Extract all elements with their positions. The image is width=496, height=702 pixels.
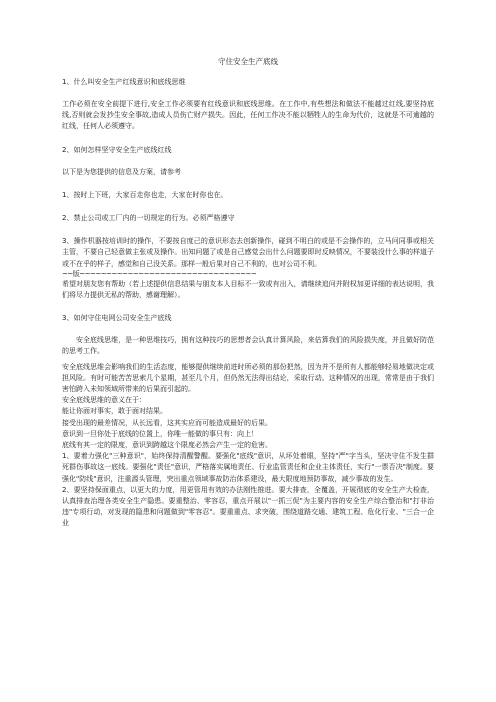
- paragraph: 希望对朋友您有帮助（若上述提供信息结果与朋友本人目标不一致或有出入，请继续追问并附权加更详细的表达说明，我们将尽力提供无私的帮助，感谢理解）。: [62, 279, 434, 300]
- paragraph: 3、操作机器按培训时的操作，不要按自度己的意识形态去创新操作，碰到不明白的或是不会操作的，立马问同事或相关主管，不要自己轻意做主张或及操作。出知问题了或是自己感觉会出什么问题要即时反映情况，不要装没什么事的样道子或不在乎的样子，感觉和自己没关系。那样一般后果对自己不利的，也对公司不利。: [62, 237, 434, 268]
- paragraph: 意识到一旦你处于底线的位置上，你唯一能做的事只有：向上！: [62, 429, 258, 438]
- paragraph: 能让你面对事实，敢于面对结果。: [62, 407, 167, 416]
- section-heading-1: 1、什么叫安全生产红线意识和底线思维: [62, 78, 186, 86]
- paragraph: 工作必须在安全前提下进行,安全工作必须要有红线意识和底线思维。在工作中,有些想法和做法不能越过红线,要坚持底线,否则就会发抄生安全事故,造成人员伤亡财产损失。因此，任何工作决不能以牺牲人的生命为代价，这就是不可逾越的红线，任何人必须遵守。: [62, 100, 434, 131]
- paragraph: 安全底线思维，是一种思维技巧，拥有这种技巧的思想者会认真计算风险，来估算我们的风险损失度，并且做好防范的思考工作。: [62, 336, 434, 356]
- paragraph: 2、禁止公司或工厂内的一切规定的行为。必须严格遵守: [62, 214, 235, 223]
- paragraph: 1、按时上下班，大家百走你也走，大家在时你也在。: [62, 190, 228, 199]
- paragraph: 1、要着力强化"三种意识"，始终保持清醒警醒。要强化"底线"意识，从坏处着眼，坚持"严"字当头，坚决守住不发生群死群伤事故这一底线。要强化"责任"意识，严格落实属地责任、行业监管责任和企业主体责任，实行"一票否决"制度。要强化"防线"意识，注重源头管理，突出重点领域事故防治体系建设，最大限度地预防事故，减少事故的发生。: [62, 452, 434, 483]
- paragraph: 底线有其一定的限度，意识到跨越这个限度必然会产生一定的危害。: [62, 441, 272, 450]
- section-heading-2: 2、如何怎样坚守安全生产底线红线: [62, 145, 172, 154]
- separator-line: ~~版~~~~~~~~~~~~~~~~~~~~~~~~~~~~~~~~~: [62, 269, 257, 278]
- paragraph: 安全底线思维会影响我们的生活态度，能够提供继续前进时所必须的那份把然，因为并不是所有人都能够轻易地做决定或担风险。有时可能苦苦思索几个星期，甚至几个月，但仍然无法得出结论，采取行动。这种情况的出现，常常是由于我们害怕跨入未知领域所带来的后果而引起的。: [62, 362, 434, 394]
- paragraph: 安全底线思维的意义在于：: [62, 396, 146, 405]
- section-heading-3: 3、如何守住电网公司安全生产底线: [62, 314, 172, 323]
- paragraph: 以下是为您提供的信息及方案，请参考: [62, 167, 181, 176]
- paragraph: 2、要坚持保面重点，以更大的力度，用更管用有效的办法刚性推进。要大排查，全覆盖，开展彻底的安全生产大检查，认真排查治理各类安全生产隐患。要重整治、零容忍，重点开展以"一抓三促"为主要内容的安全生产综合整治和"打非治违"专项行动，对发现的隐患和问题做到"零容忍"。要重重点、求突破，围绕道路交通、建筑工程、危化行业、"三合一企业: [62, 485, 434, 528]
- document-title: 守住安全生产底线: [218, 57, 278, 66]
- paragraph: 接受出现的最差情况，从长远看，这其实应而可能造成最好的后果。: [62, 418, 272, 427]
